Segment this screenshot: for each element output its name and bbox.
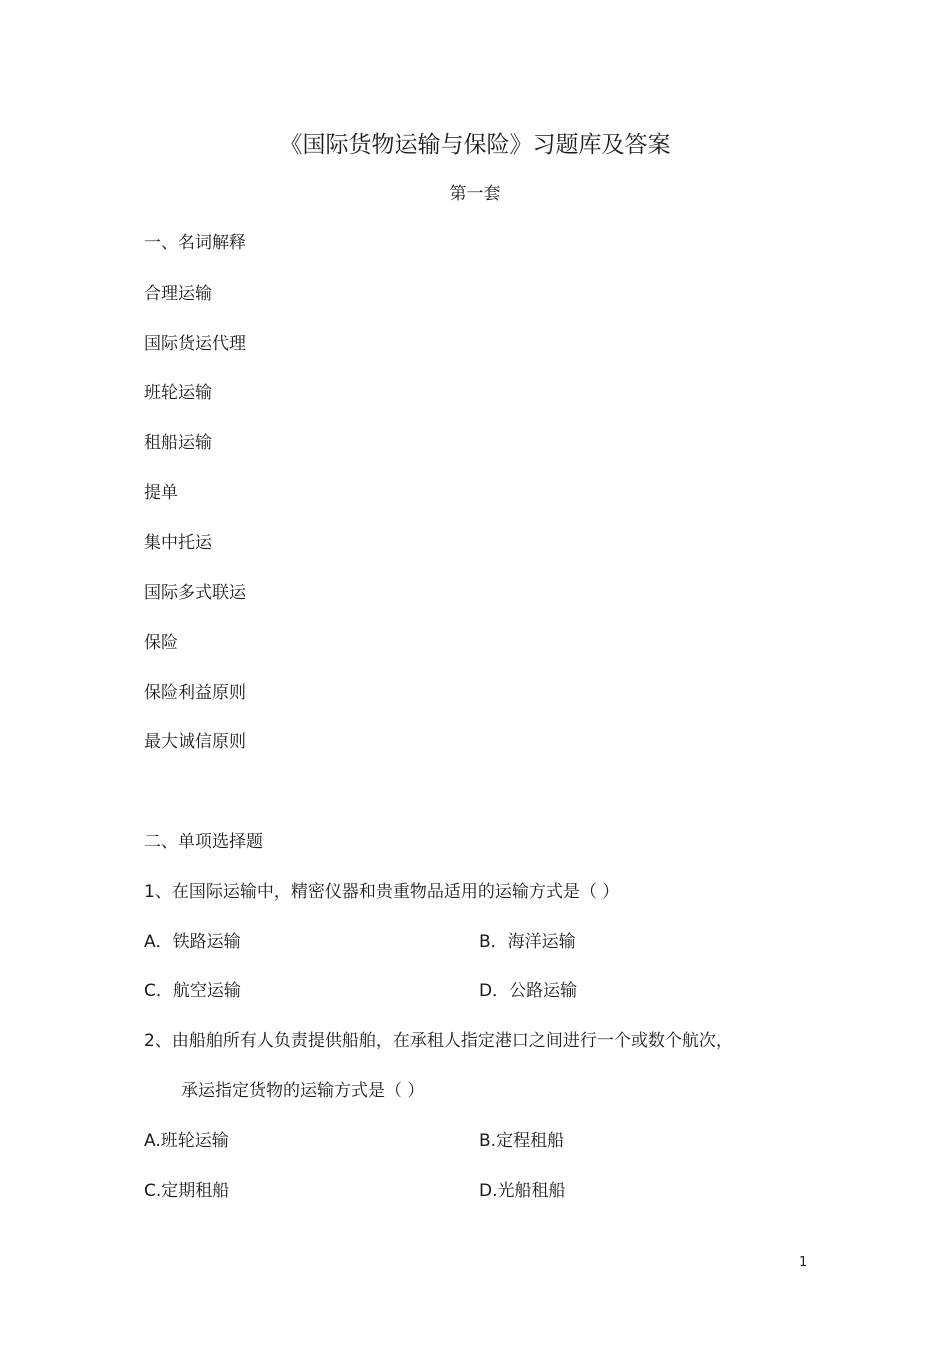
document-subtitle: 第一套 [449, 184, 501, 204]
term-item: 集中托运 [144, 533, 212, 553]
section-heading-terms: 一、名词解释 [144, 233, 246, 253]
document-title: 《国际货物运输与保险》习题库及答案 [279, 132, 671, 158]
question-stem: 2、由船舶所有人负责提供船舶，在承租人指定港口之间进行一个或数个航次， [144, 1031, 733, 1051]
section-heading-choice: 二、单项选择题 [144, 832, 263, 852]
question-option: C．航空运输 [144, 981, 241, 1001]
question-option: A．铁路运输 [144, 932, 241, 952]
term-item: 提单 [144, 483, 178, 503]
question-option: A.班轮运输 [144, 1131, 229, 1151]
term-item: 国际多式联运 [144, 583, 246, 603]
term-item: 租船运输 [144, 433, 212, 453]
question-option: D.光船租船 [479, 1181, 566, 1201]
question-option: B．海洋运输 [479, 932, 576, 952]
term-item: 班轮运输 [144, 383, 212, 403]
term-item: 保险利益原则 [144, 683, 246, 703]
term-item: 保险 [144, 633, 178, 653]
term-item: 合理运输 [144, 284, 212, 304]
question-option: B.定程租船 [479, 1131, 565, 1151]
question-stem: 1、在国际运输中，精密仪器和贵重物品适用的运输方式是（ ） [144, 882, 620, 902]
question-stem-continuation: 承运指定货物的运输方式是（ ） [181, 1081, 425, 1101]
term-item: 最大诚信原则 [144, 732, 246, 752]
term-item: 国际货运代理 [144, 334, 246, 354]
question-option: C.定期租船 [144, 1181, 230, 1201]
question-option: D．公路运输 [479, 981, 578, 1001]
page-number: 1 [799, 1255, 808, 1270]
